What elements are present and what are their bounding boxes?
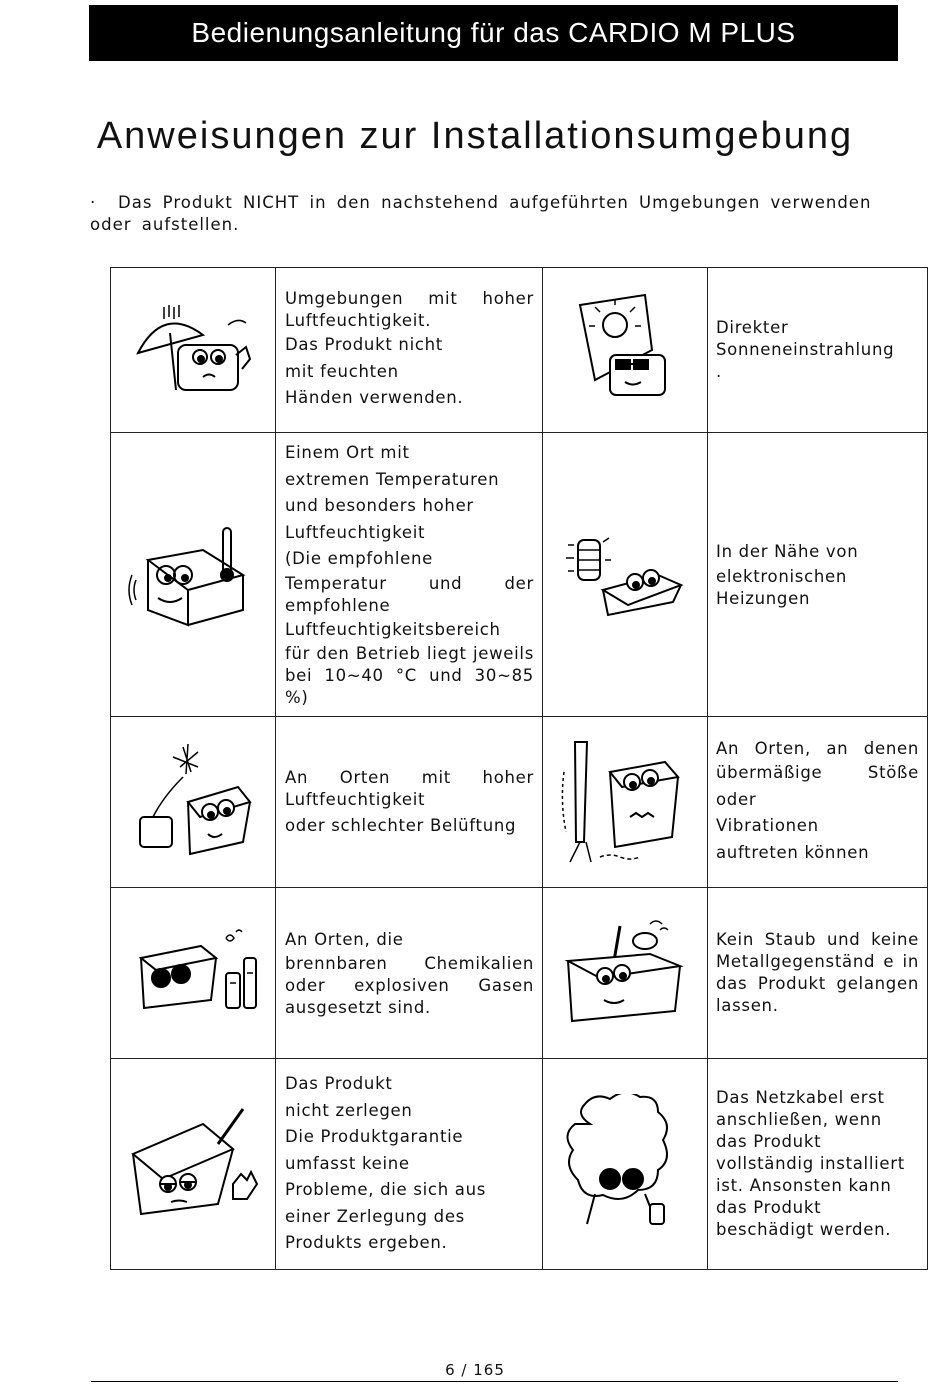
- text-line: nicht zerlegen: [285, 1100, 413, 1120]
- illustration-cell: [111, 433, 276, 717]
- header-title: Bedienungsanleitung für das CARDIO M PLUS: [191, 17, 796, 48]
- text-line: Umgebungen mit hoher Luftfeuchtigkeit.: [285, 289, 534, 331]
- text-line: einer Zerlegung des: [285, 1206, 465, 1226]
- text-cell: [276, 888, 543, 1059]
- thermometer-box-icon: [128, 520, 258, 630]
- vibration-drill-box-icon: [560, 732, 690, 872]
- illustration-cell: [543, 1059, 708, 1270]
- page-number: 6 / 165: [445, 1361, 505, 1379]
- text-block: [716, 738, 919, 866]
- text-cell: [276, 268, 543, 433]
- illustration-cell: [543, 717, 708, 888]
- text-cell: [708, 888, 928, 1059]
- text-line: übermäßige Stöße oder: [716, 763, 919, 809]
- dust-coins-box-icon: [560, 916, 690, 1031]
- text-line: In der Nähe von: [716, 542, 859, 562]
- text-line: Direkter Sonneneinstrahlung: [716, 318, 895, 359]
- text-block: [716, 929, 919, 1017]
- intro-text: Das Produkt NICHT in den nachstehend aufgeführten Umgebungen verwenden oder aufstellen.: [90, 193, 872, 234]
- text-block: [285, 440, 534, 709]
- text-line: Das Produkt: [285, 1074, 393, 1094]
- text-line: (Die empfohlene: [285, 549, 434, 568]
- bullet: ·: [90, 193, 97, 212]
- text-line: und besonders hoher: [285, 496, 474, 515]
- illustration-cell: [111, 268, 276, 433]
- umbrella-rain-box-icon: [128, 295, 258, 405]
- text-cell: [276, 717, 543, 888]
- text-block: [716, 539, 919, 610]
- footer-divider: [91, 1381, 898, 1382]
- text-cell: [276, 1059, 543, 1270]
- chemicals-box-icon: [126, 928, 261, 1018]
- screwdriver-box-icon: [123, 1104, 263, 1224]
- table-row: [111, 717, 928, 888]
- steam-kettle-box-icon: [128, 742, 258, 862]
- text-line: auftreten können: [716, 842, 870, 862]
- text-line: Probleme, die sich aus: [285, 1180, 487, 1200]
- text-line: Luftfeuchtigkeitsbereich: [285, 619, 501, 639]
- illustration-cell: [111, 1059, 276, 1270]
- text-line: An Orten, die: [285, 929, 404, 949]
- text-line: für den Betrieb liegt jeweils bei 10~40 °C und 30~85 %): [285, 644, 534, 707]
- text-line: .: [716, 362, 722, 381]
- text-line: Das Produkt nicht: [285, 335, 443, 355]
- document-header: [89, 5, 898, 61]
- text-block: [716, 1087, 919, 1241]
- text-line: Produkts ergeben.: [285, 1233, 448, 1253]
- text-line: Luftfeuchtigkeit: [285, 522, 426, 542]
- text-line: oder schlechter Belüftung: [285, 816, 517, 835]
- intro-paragraph: [90, 192, 898, 236]
- text-line: An Orten, an denen: [716, 739, 919, 758]
- table-row: [111, 1059, 928, 1270]
- table-row: [111, 433, 928, 717]
- table-row: [111, 888, 928, 1059]
- text-block: [285, 767, 534, 837]
- illustration-cell: [543, 268, 708, 433]
- text-line: Vibrationen: [716, 816, 819, 835]
- text-block: [716, 317, 919, 383]
- installation-table: [110, 267, 928, 1270]
- text-line: umfasst keine: [285, 1153, 410, 1173]
- text-line: An Orten mit hoher Luftfeuchtigkeit: [285, 768, 534, 809]
- text-block: [285, 1071, 534, 1257]
- page-title: Anweisungen zur Installationsumgebung: [96, 115, 854, 157]
- illustration-cell: [543, 433, 708, 717]
- table-row: [111, 268, 928, 433]
- text-line: Einem Ort mit: [285, 443, 410, 462]
- power-off-box-icon: [565, 1094, 685, 1234]
- text-cell: [708, 433, 928, 717]
- text-line: elektronischen Heizungen: [716, 566, 848, 608]
- text-cell: [276, 433, 543, 717]
- sun-box-sunglasses-icon: [570, 290, 680, 410]
- text-line: mit feuchten: [285, 361, 399, 381]
- text-line: Händen verwenden.: [285, 388, 464, 408]
- text-line: brennbaren Chemikalien oder explosiven Gasen ausgesetzt sind.: [285, 954, 534, 1018]
- text-block: [285, 927, 534, 1020]
- text-line: extremen Temperaturen: [285, 469, 500, 489]
- text-cell: [708, 717, 928, 888]
- text-line: Die Produktgarantie: [285, 1127, 464, 1147]
- text-line: Temperatur und der empfohlene: [285, 573, 534, 615]
- heater-box-icon: [563, 530, 688, 620]
- text-cell: [708, 1059, 928, 1270]
- text-line: Kein Staub und keine Metallgegenständ e in das Produkt gelangen lassen.: [716, 930, 919, 1015]
- illustration-cell: [111, 717, 276, 888]
- illustration-cell: [111, 888, 276, 1059]
- illustration-cell: [543, 888, 708, 1059]
- text-cell: [708, 268, 928, 433]
- text-block: [285, 288, 534, 412]
- text-line: Das Netzkabel erst anschließen, wenn das Produkt vollständig installiert ist. Ansonsten kann das Produkt beschädigt werden.: [716, 1088, 905, 1239]
